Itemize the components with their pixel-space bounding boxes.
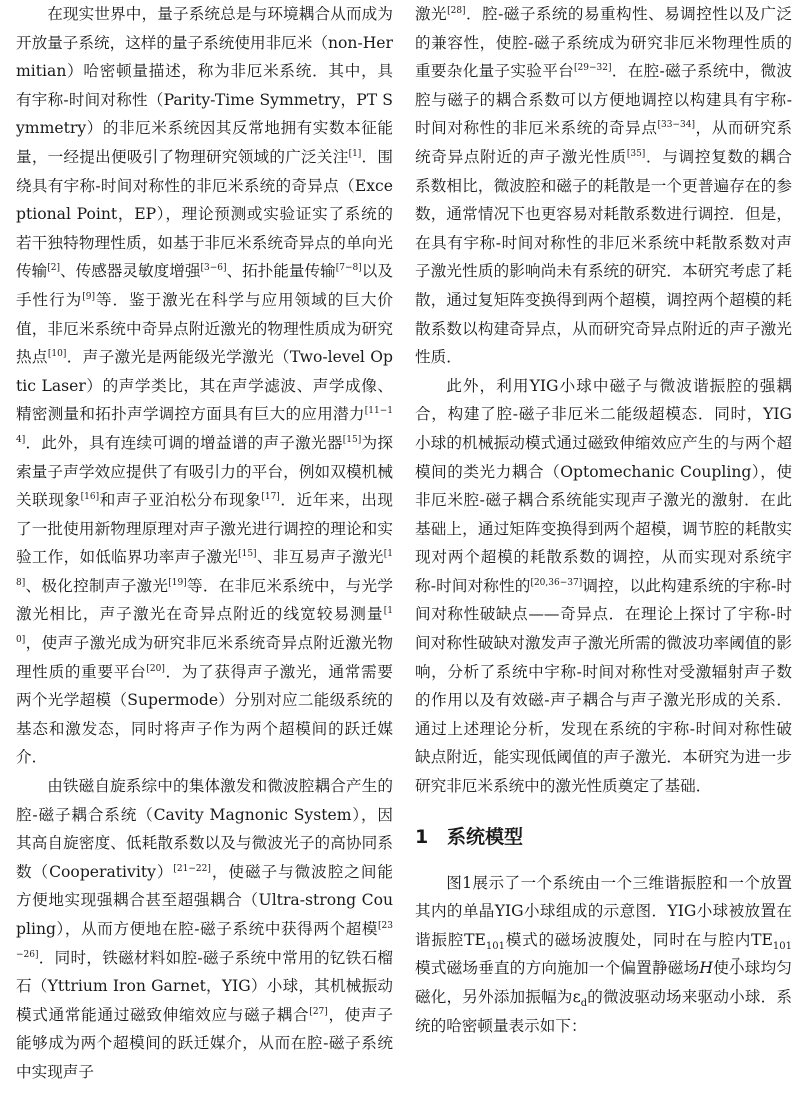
citation: [33−34] [657, 120, 695, 131]
citation: [27] [309, 1006, 328, 1017]
citation: [20,36−37] [530, 577, 583, 588]
section-heading [415, 823, 792, 851]
left-column [16, 0, 393, 1095]
citation: [23−26] [16, 921, 393, 960]
citation: [10] [16, 606, 393, 646]
subscript: 101 [772, 940, 792, 952]
citation: [1] [348, 148, 362, 159]
citation: [15] [238, 549, 257, 560]
citation: [20] [146, 663, 165, 674]
citation: [29−32] [574, 63, 612, 74]
citation: [18] [16, 549, 393, 588]
paragraph-intro: 在现实世界中，量子系统总是与环境耦合从而成为开放量子系统，这样的量子系统使用非厄米（non-Hermitian）哈密顿量描述，称为非厄米系统．其中，具有宇称-时间对称性（Parity-Time Symmetry，PT Symmetry）的非厄米系统因其反常地拥有实数本征能量，一经提出便吸引了物理研究领域的广泛关注[1]．围绕具有宇称-时间对称性的非厄米系统的奇异点（Exceptional Point，EP），理论预测或实验证实了系统的若干独特物理性质，如基于非厄米系统奇异点的单向光传输[2]、传感器灵敏度增强[3−6]、拓扑能量传输[7−8]以及手性行为[9]等．鉴于激光在科学与应用领域的巨大价值，非厄米系统中奇异点附近激光的物理性质成为研究热点[10]．声子激光是两能级光学激光（Two-level Optic Laser）的声学类比，其在声学滤波、声学成像、精密测量和拓扑声学调控方面具有巨大的应用潜力[11−14]．此外，具有连续可调的增益谱的声子激光器[15]为探索量子声学效应提供了有吸引力的平台，例如双模机械关联现象[16]和声子亚泊松分布现象[17]．近年来，出现了一批使用新物理原理对声子激光进行调控的理论和实验工作，如低临界功率声子激光[15]、非互易声子激光[18]、极化控制声子激光[19]等．在非厄米系统中，与光学激光相比，声子激光在奇异点附近的线宽较易测量[10]，使声子激光成为研究非厄米系统奇异点附近激光物理性质的重要平台[20]．为了获得声子激光，通常需要两个光学超模（Supermode）分别对应二能级系统的基态和激发态，同时将声子作为两个超模间的跃迁媒介． [16, 5, 393, 767]
citation: [28] [447, 6, 466, 16]
right-column [415, 0, 792, 1095]
citation: [35] [626, 148, 646, 159]
paragraph-yig: 此外，利用YIG小球中磁子与微波谐振腔的强耦合，构建了腔-磁子非厄米二能级超模态．同时，YIG小球的机械振动模式通过磁致伸缩效应产生的与两个超模间的类光力耦合（Optomechanic Coupling），使非厄米腔-磁子耦合系统能实现声子激光的激射．在此基础上，通过矩阵变换得到两个超模，调节腔的耗散实现对两个超模的耗散系数的调控，从而实现对系统宇称-时间对称性的[20,36−37]调控，以此构建系统的宇称-时间对称性破缺点——奇异点．在理论上探讨了宇称-时间对称性破缺对激发声子激光所需的微波功率阈值的影响，分析了系统中宇称-时间对称性对受激辐射声子数的作用以及有效磁-声子耦合与声子激光形成的关系．通过上述理论分析，发现在系统的宇称-时间对称性破缺点附近，能实现低阈值的声子激光．本研究为进一步研究非厄米系统中的激光性质奠定了基础． [415, 376, 792, 796]
paragraph-cavity-magnonic: 由铁磁自旋系综中的集体激发和微波腔耦合产生的腔-磁子耦合系统（Cavity Magnonic System），因其高自旋密度、低耗散系数以及与微波光子的高协同系数（Cooperativity）[21−22]，使磁子与微波腔之间能方便地实现强耦合甚至超强耦合（Ultra-strong Coupling），从而方便地在腔-磁子系统中获得两个超模[23−26]．同时，铁磁材料如腔-磁子系统中常用的钇铁石榴石（Yttrium Iron Garnet，YIG）小球，其机械振动模式通常能通过磁致伸缩效应与磁子耦合[27]，使声子能够成为两个超模间的跃迁媒介，从而在腔-磁子系统中实现声子 [16, 777, 393, 1081]
citation: [15] [342, 434, 362, 445]
citation: [16] [80, 492, 100, 503]
section-number: 1 [415, 825, 429, 848]
subscript: 101 [485, 940, 505, 952]
citation: [3−6] [200, 263, 227, 274]
paragraph-system-model: 图1展示了一个系统由一个三维谐振腔和一个放置其内的单晶YIG小球组成的示意图．YIG小球被放置在谐振腔$TE_{101}$模式的磁场波腹处，同时在与腔内$TE_{101}$模式磁场垂直的方向施加一个偏置静磁场→ H使小球均匀磁化，另外添加振幅为$\varepsilon_d$的微波驱动场来驱动小球．系统的哈密顿量表示如下： [415, 869, 792, 1041]
subscript: d [580, 998, 588, 1010]
citation: [11−14] [16, 406, 393, 445]
citation: [10] [47, 349, 67, 360]
citation: [7−8] [335, 263, 362, 274]
section-title: 系统模型 [447, 825, 524, 848]
citation: [17] [261, 492, 280, 503]
citation: [9] [82, 291, 95, 302]
citation: [19] [168, 577, 187, 588]
citation: [21−22] [173, 863, 211, 874]
paragraph-continuation: 激光[28]．腔-磁子系统的易重构性、易调控性以及广泛的兼容性，使腔-磁子系统成为研究非厄米物理性质的重要杂化量子实验平台[29−32]．在腔-磁子系统中，微波腔与磁子的耦合系数可以方便地调控以构建具有宇称-时间对称性的非厄米系统的奇异点[33−34]，从而研究系统奇异点附近的声子激光性质[35]．与调控复数的耦合系数相比，微波腔和磁子的耗散是一个更普遍存在的参数，通常情况下也更容易对耗散系数进行调控．但是，在具有宇称-时间对称性的非厄米系统中耗散系数对声子激光性质的影响尚未有系统的研究．本研究考虑了耗散，通过复矩阵变换得到两个超模，调控两个超模的耗散系数以构建奇异点，从而研究奇异点附近的声子激光性质． [415, 5, 792, 367]
magnetic-field-vector: → H [699, 959, 713, 977]
citation: [2] [47, 263, 60, 274]
